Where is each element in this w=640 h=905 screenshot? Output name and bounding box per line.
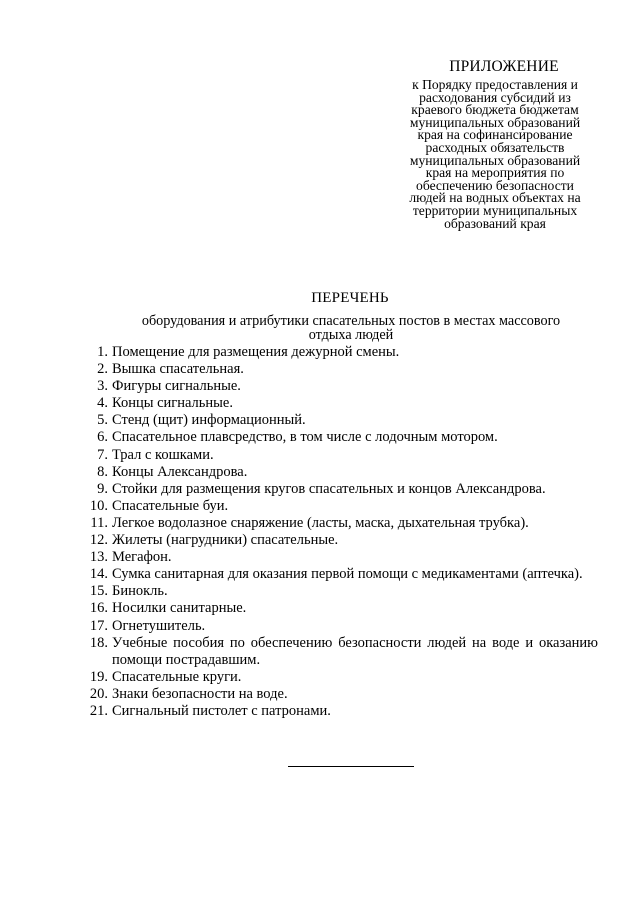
item-number: 4. [97, 395, 108, 412]
list-item [84, 549, 598, 566]
item-text: Стенд (щит) информационный. [112, 412, 306, 429]
appendix-line: краевого бюджета бюджетам [411, 102, 579, 118]
list-item [84, 464, 598, 481]
item-number: 2. [97, 361, 108, 378]
item-text: Вышка спасательная. [112, 361, 244, 378]
item-number: 16. [89, 600, 108, 617]
item-number: 13. [89, 549, 108, 566]
item-text: Легкое водолазное снаряжение (ласты, маска, дыхательная трубка). [112, 514, 529, 531]
list-item [84, 395, 598, 412]
item-number: 3. [97, 378, 108, 395]
appendix-line: обеспечению безопасности [416, 177, 574, 193]
end-divider [288, 766, 414, 767]
list-item [84, 378, 598, 395]
appendix-line: расходных обязательств [425, 139, 565, 155]
appendix-line: расходования субсидий из [419, 89, 571, 105]
item-text: Огнетушитель. [112, 617, 206, 634]
item-text: Концы сигнальные. [112, 395, 233, 412]
list-item [84, 703, 598, 720]
item-number: 18. [89, 634, 108, 651]
appendix-text [386, 79, 604, 230]
appendix-title: ПРИЛОЖЕНИЕ [449, 58, 559, 75]
list-item [84, 532, 598, 549]
item-text: Мегафон. [112, 549, 172, 566]
item-text: Бинокль. [112, 583, 168, 600]
appendix-line: образований края [444, 215, 546, 231]
item-number: 15. [89, 583, 108, 600]
list-item [84, 635, 598, 669]
list-item [84, 600, 598, 617]
item-number: 20. [89, 685, 108, 702]
list-item [84, 447, 598, 464]
list-item [84, 481, 598, 498]
item-text: Сигнальный пистолет с патронами. [112, 702, 331, 719]
item-number: 17. [89, 617, 108, 634]
item-number: 11. [90, 514, 108, 531]
item-text: Жилеты (нагрудники) спасательные. [112, 532, 339, 549]
item-text: Спасательные буи. [112, 497, 229, 514]
item-text: Носилки санитарные. [112, 600, 247, 617]
list-item [84, 686, 598, 703]
item-text: Фигуры сигнальные. [112, 378, 241, 395]
item-number: 10. [89, 497, 108, 514]
item-number: 14. [89, 566, 108, 583]
list-item [84, 498, 598, 515]
item-text: Сумка санитарная для оказания первой помощи с медикаментами (аптечка). [112, 566, 583, 583]
item-text: Спасательные круги. [112, 668, 242, 685]
item-number: 5. [97, 412, 108, 429]
item-text: Концы Александрова. [112, 463, 248, 480]
appendix-block [386, 58, 604, 230]
appendix-line: края на софинансирование [417, 127, 573, 143]
equipment-list [84, 344, 598, 720]
item-text: Помещение для размещения дежурной смены. [112, 344, 400, 360]
appendix-line: муниципальных образований [409, 114, 581, 130]
appendix-line: территории муниципальных [412, 202, 578, 218]
list-item [84, 515, 598, 532]
list-item [84, 566, 598, 583]
item-text: Трал с кошками. [112, 446, 214, 463]
item-number: 21. [89, 702, 108, 719]
appendix-line: к Порядку предоставления и [412, 77, 578, 92]
item-text: Учебные пособия по обеспечению безопасности людей на воде и оказанию помощи пострадавшим. [112, 634, 598, 668]
list-item [84, 412, 598, 429]
item-number: 19. [89, 668, 108, 685]
document-subtitle [118, 314, 584, 342]
appendix-line: людей на водных объектах на [409, 190, 581, 206]
list-item [84, 618, 598, 635]
list-item [84, 361, 598, 378]
list-item [84, 669, 598, 686]
appendix-line: муниципальных образований [409, 152, 581, 168]
item-text: Стойки для размещения кругов спасательных и концов Александрова. [112, 480, 546, 497]
list-item [84, 583, 598, 600]
item-text: Спасательное плавсредство, в том числе с лодочным мотором. [112, 429, 498, 446]
list-item [84, 344, 598, 361]
item-number: 8. [97, 463, 108, 480]
item-number: 6. [97, 429, 108, 446]
subtitle-line: оборудования и атрибутики спасательных постов в местах массового [141, 313, 561, 329]
item-text: Знаки безопасности на воде. [112, 685, 288, 702]
document-title: ПЕРЕЧЕНЬ [311, 290, 389, 306]
list-item [84, 429, 598, 446]
item-number: 9. [97, 480, 108, 497]
item-number: 1. [97, 344, 108, 360]
item-number: 12. [89, 532, 108, 549]
item-number: 7. [97, 446, 108, 463]
appendix-line: края на мероприятия по [425, 165, 565, 181]
subtitle-line: отдыха людей [308, 327, 394, 343]
